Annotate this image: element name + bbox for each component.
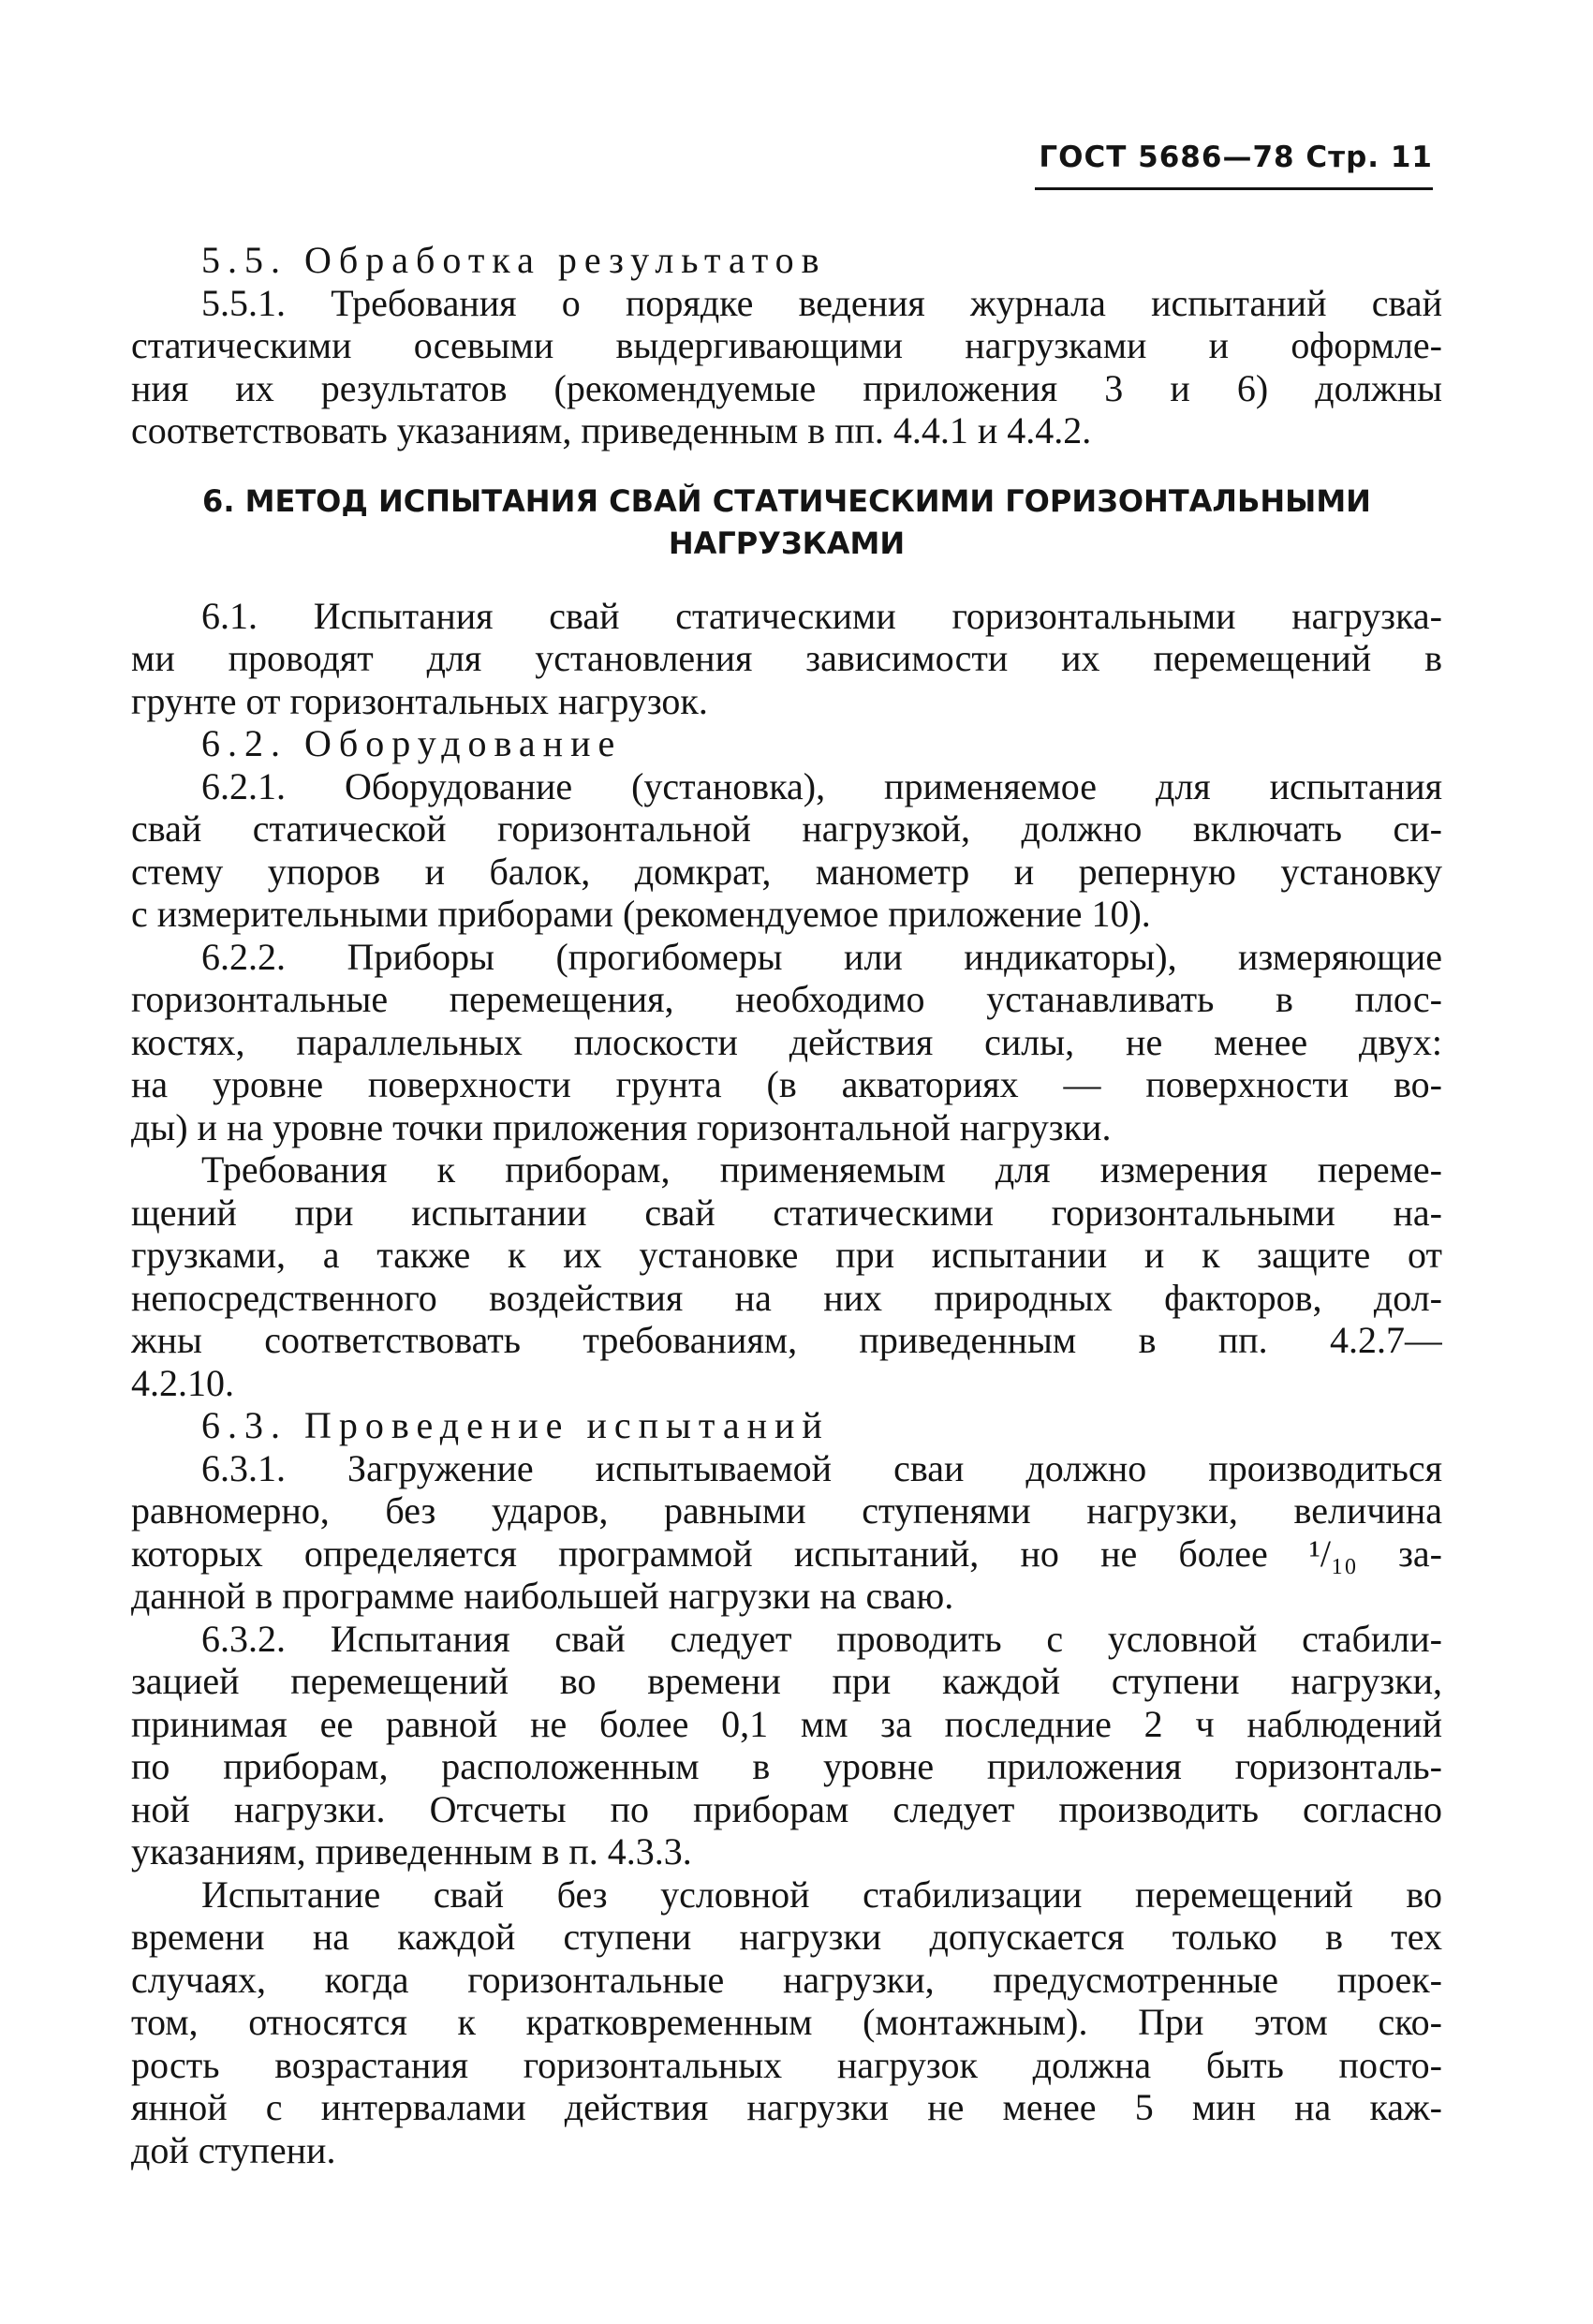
text-line: свай статической горизонтальной нагрузкой, должно включать си- (131, 807, 1442, 850)
text-line: с измерительными приборами (рекомендуемое приложение 10). (131, 893, 1151, 935)
text-line: рость возрастания горизонтальных нагрузок должна быть посто- (131, 2043, 1442, 2086)
document-body (131, 239, 1442, 2171)
section-heading-line: 6. МЕТОД ИСПЫТАНИЯ СВАЙ СТАТИЧЕСКИМИ ГОРИЗОНТАЛЬНЫМИ (202, 482, 1371, 519)
text-line: 5.5.1. Требования о порядке ведения журнала испытаний свай (201, 281, 1442, 324)
text-line: 5.5. Обработка результатов (201, 239, 827, 281)
text-line: грузками, а также к их установке при испытании и к защите от (131, 1234, 1442, 1276)
text-line: ной нагрузки. Отсчеты по приборам следует производить согласно (131, 1787, 1442, 1830)
text-line: непосредственного воздействия на них природных факторов, дол- (131, 1276, 1442, 1319)
text-line: 4.2.10. (131, 1361, 234, 1404)
text-line: которых определяется программой испытаний, но не более ¹/₁₀ за- (131, 1532, 1442, 1575)
text-line: 6.2. Оборудование (201, 722, 623, 764)
text-line: 6.3. Проведение испытаний (201, 1404, 830, 1446)
text-line: стему упоров и балок, домкрат, манометр и реперную установку (131, 850, 1442, 893)
text-line: жны соответствовать требованиям, приведенным в пп. 4.2.7— (131, 1319, 1442, 1361)
text-line: принимая ее равной не более 0,1 мм за последние 2 ч наблюдений (131, 1702, 1442, 1745)
page-header: ГОСТ 5686—78 Стр. 11 (1039, 141, 1433, 174)
section-heading (131, 481, 1442, 565)
header-rule (1035, 187, 1433, 190)
text-line: щений при испытании свай статическими горизонтальными на- (131, 1191, 1442, 1234)
text-line: зацией перемещений во времени при каждой ступени нагрузки, (131, 1660, 1442, 1702)
text-line: Требования к приборам, применяемым для измерения переме- (201, 1148, 1442, 1191)
text-line: грунте от горизонтальных нагрузок. (131, 679, 708, 722)
text-line: случаях, когда горизонтальные нагрузки, предусмотренные проек- (131, 1958, 1442, 2001)
text-line: Испытание свай без условной стабилизации перемещений во (201, 1873, 1442, 1916)
text-line: костях, параллельных плоскости действия силы, не менее двух: (131, 1020, 1442, 1063)
text-line: дой ступени. (131, 2128, 336, 2171)
text-line: 6.3.2. Испытания свай следует проводить с условной стабили- (201, 1617, 1442, 1660)
text-line: ды) и на уровне точки приложения горизонтальной нагрузки. (131, 1105, 1112, 1148)
text-line: по приборам, расположенным в уровне приложения горизонталь- (131, 1745, 1442, 1787)
text-line: ми проводят для установления зависимости их перемещений в (131, 637, 1442, 679)
text-line: ния их результатов (рекомендуемые приложения 3 и 6) должны (131, 366, 1442, 409)
text-line: 6.2.1. Оборудование (установка), применяемое для испытания (201, 764, 1442, 807)
text-line: янной с интервалами действия нагрузки не менее 5 мин на каж- (131, 2086, 1442, 2128)
text-line: горизонтальные перемещения, необходимо устанавливать в плос- (131, 978, 1442, 1020)
text-line: равномерно, без ударов, равными ступенями нагрузки, величина (131, 1489, 1442, 1532)
text-line: 6.1. Испытания свай статическими горизонтальными нагрузка- (201, 594, 1442, 637)
section-heading-line: НАГРУЗКАМИ (668, 525, 906, 561)
text-line: данной в программе наибольшей нагрузки на сваю. (131, 1575, 954, 1617)
text-line: 6.3.1. Загружение испытываемой сваи должно производиться (201, 1446, 1442, 1489)
text-line: статическими осевыми выдергивающими нагрузками и оформле- (131, 324, 1442, 366)
text-line: 6.2.2. Приборы (прогибомеры или индикаторы), измеряющие (201, 935, 1442, 978)
text-line: том, относятся к кратковременным (монтажным). При этом ско- (131, 2001, 1442, 2043)
text-line: соответствовать указаниям, приведенным в пп. 4.4.1 и 4.4.2. (131, 409, 1092, 451)
text-line: времени на каждой ступени нагрузки допускается только в тех (131, 1916, 1442, 1958)
text-line: указаниям, приведенным в п. 4.3.3. (131, 1830, 692, 1873)
text-line: на уровне поверхности грунта (в акваториях — поверхности во- (131, 1063, 1442, 1105)
